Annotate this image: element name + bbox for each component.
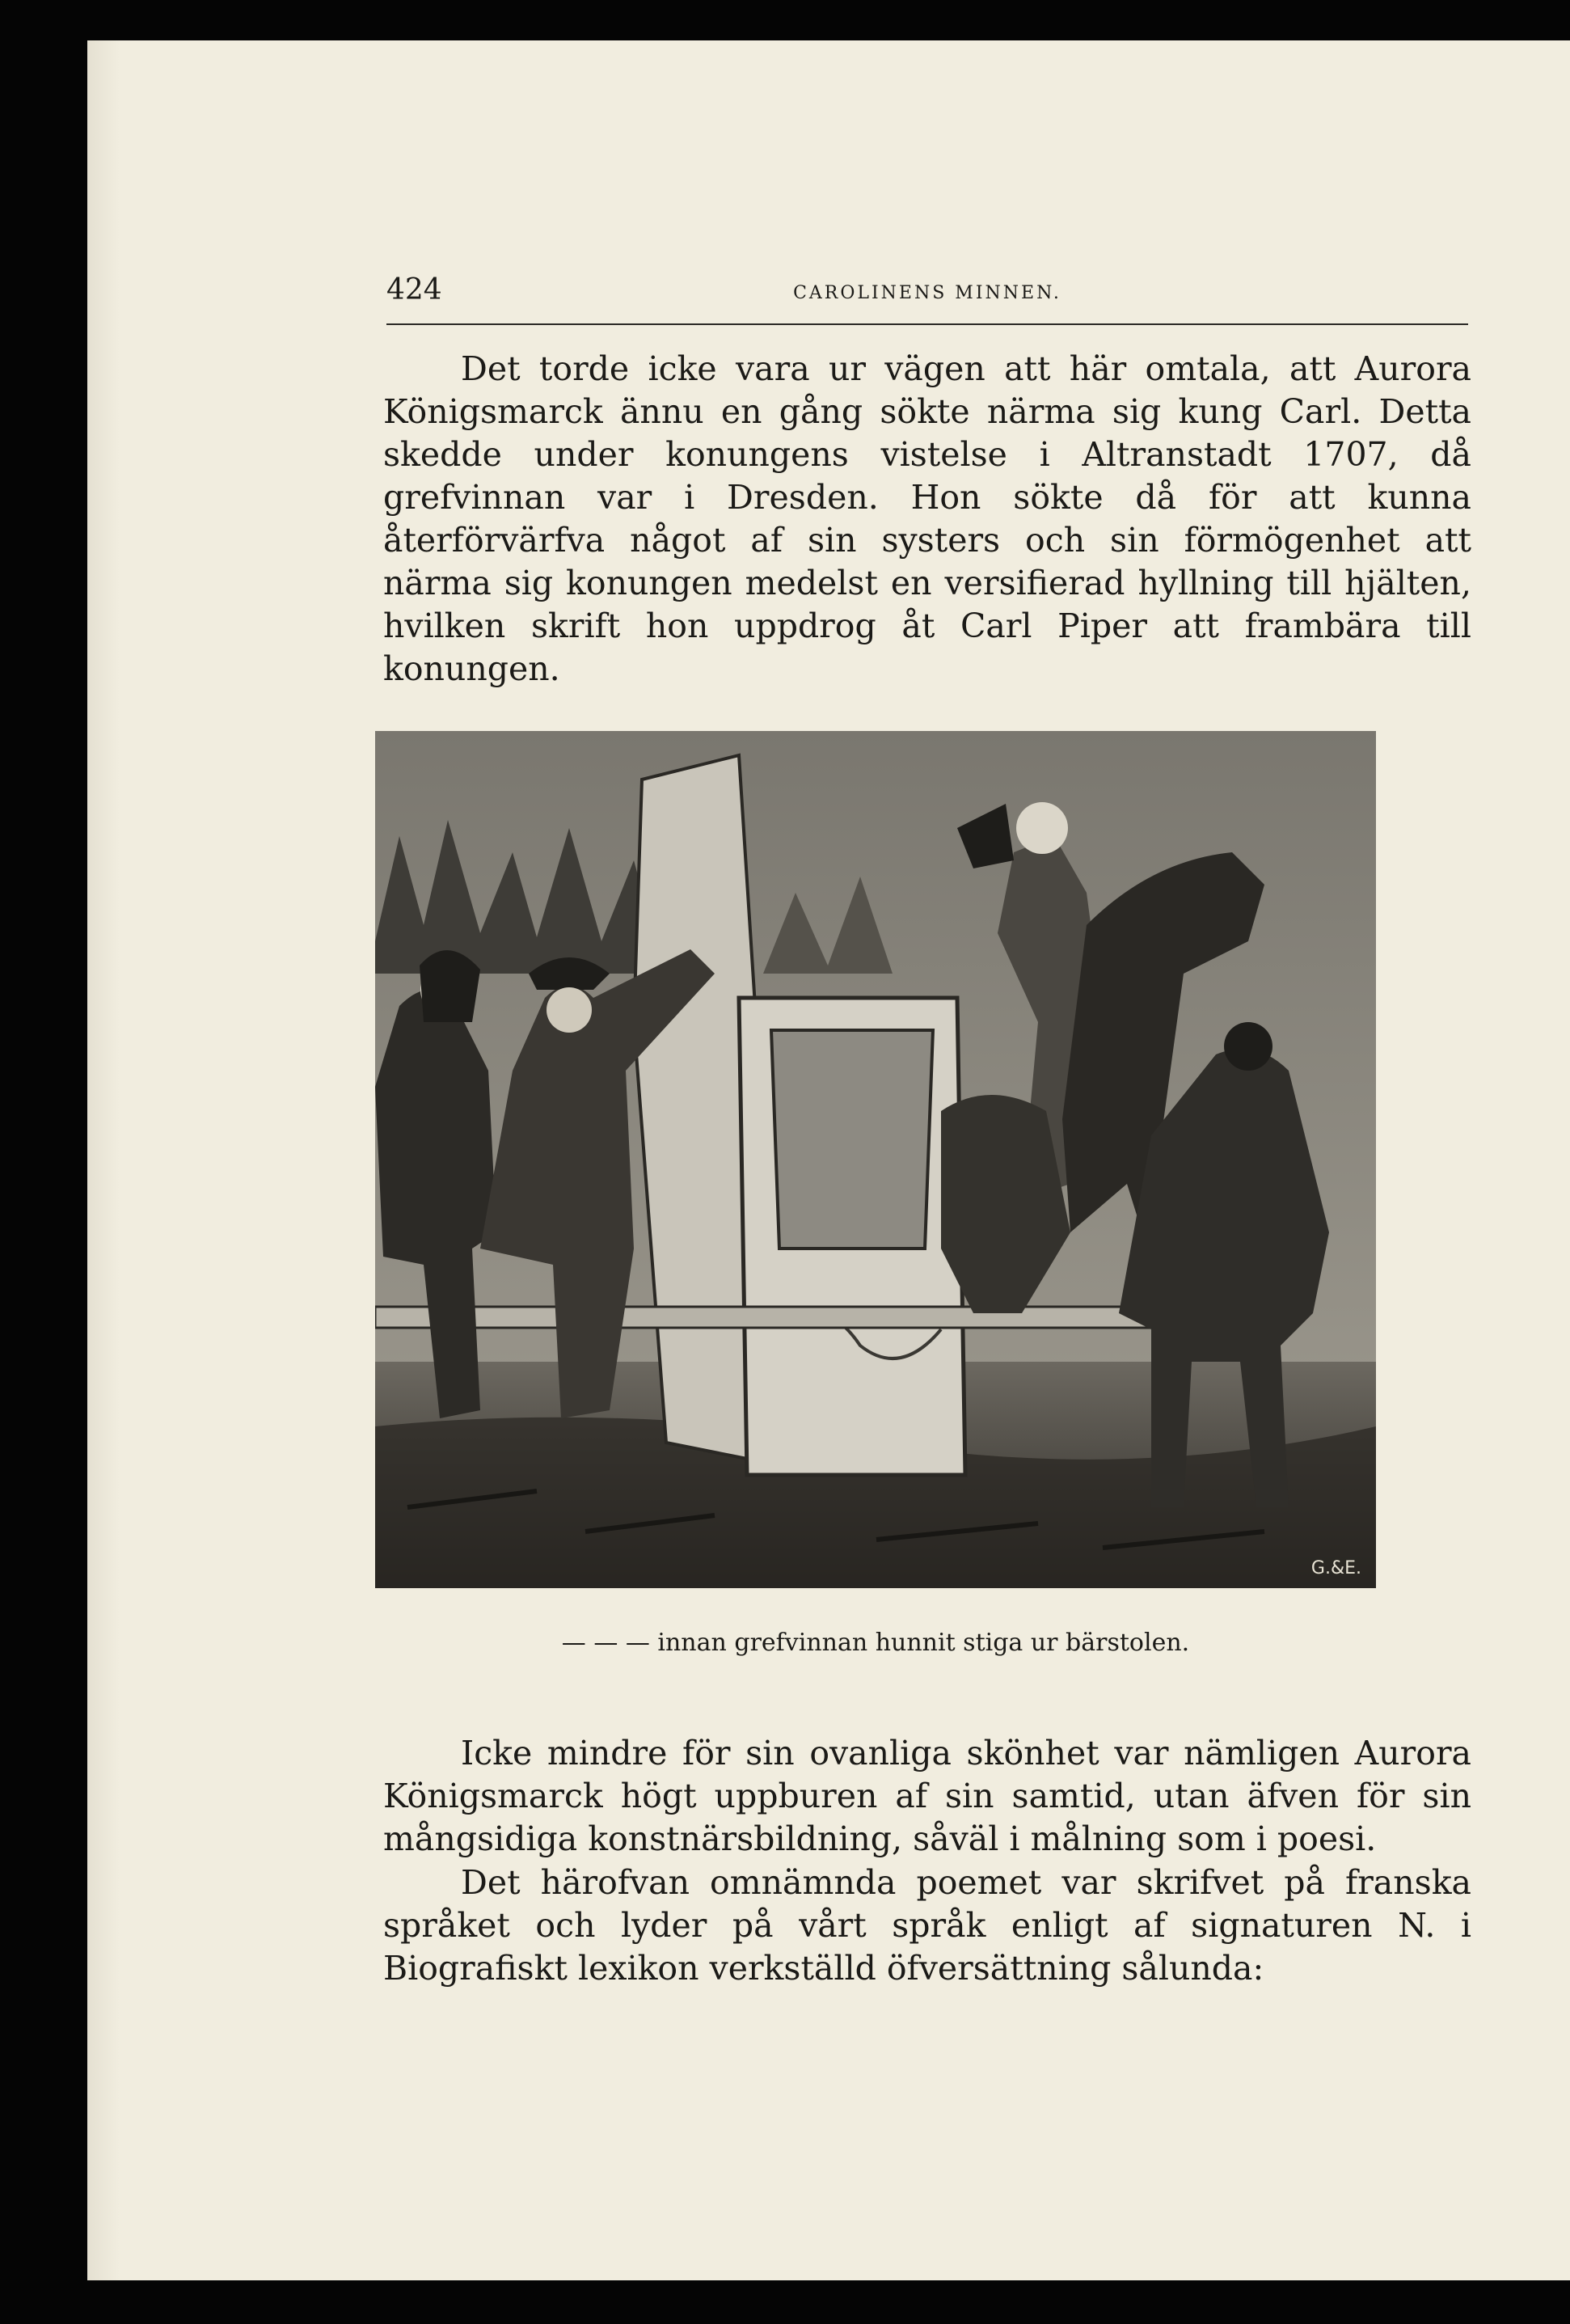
page-header xyxy=(386,243,1468,325)
illustration-caption: — — — innan grefvinnan hunnit stiga ur bärstolen. xyxy=(561,1629,1190,1657)
paragraph-poem-intro: Det härofvan omnämnda poemet var skrifvet på franska språket och lyder på vårt språk enligt af signaturen N. i Biografiskt lexikon verkställd öfversättning sålunda: xyxy=(383,1863,1471,1988)
illustration-sedan-chair xyxy=(375,731,1376,1588)
engraver-mark: G.&E. xyxy=(1310,1558,1361,1578)
running-head: CAROLINENS MINNEN. xyxy=(793,283,1061,303)
page-number: 424 xyxy=(386,273,442,306)
paragraph-beauty: Icke mindre för sin ovanliga skönhet var nämligen Aurora Königsmarck högt uppburen af sin samtid, utan äfven för sin mångsidiga konstnärsbildning, såväl i målning som i poesi. xyxy=(383,1734,1471,1858)
engraving-artwork xyxy=(375,731,1376,1588)
paragraph-intro: Det torde icke vara ur vägen att här omtala, att Aurora Königsmarck ännu en gång sökte närma sig kung Carl. Detta skedde under konungens vistelse i Altranstadt 1707, då grefvinnan var i Dresden. Hon sökte då för att kunna återförvärfva något af sin systers och sin förmögenhet att närma sig konungen medelst en versifierad hyllning till hjälten, hvilken skrift hon uppdrog åt Carl Piper att frambära till konungen. xyxy=(383,349,1471,688)
book-page xyxy=(87,40,1570,2280)
